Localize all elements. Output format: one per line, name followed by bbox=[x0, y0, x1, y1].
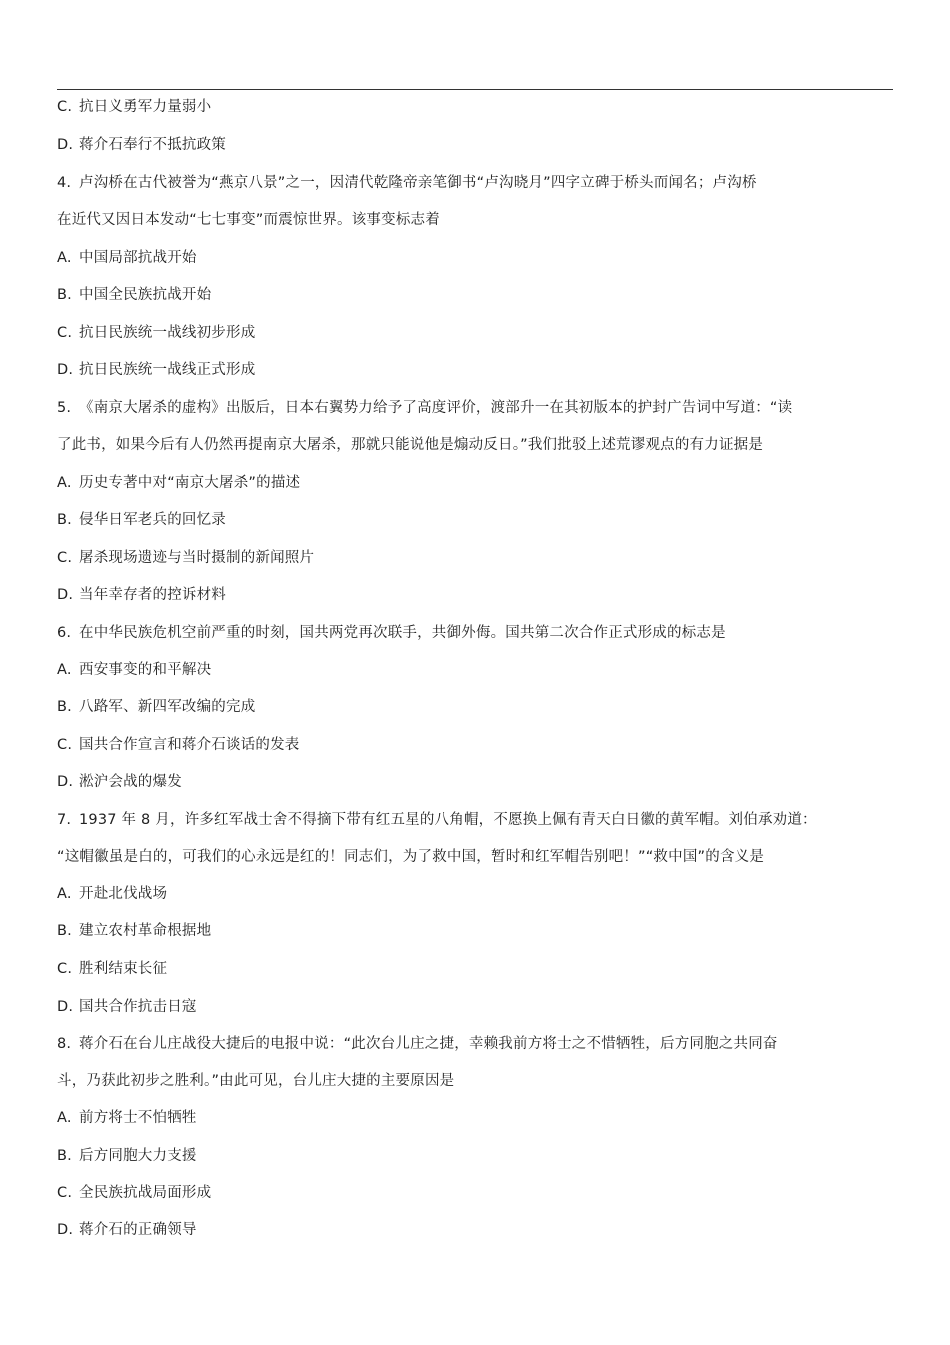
question-5-option-c bbox=[57, 548, 314, 568]
option-text: 抗日民族统一战线正式形成 bbox=[79, 362, 256, 378]
question-stem: 1937 年 8 月，许多红军战士舍不得摘下带有红五星的八角帽，不愿换上佩有青天白日徽的黄军帽。刘伯承劝道： bbox=[79, 812, 817, 828]
option-text: 蒋介石奉行不抵抗政策 bbox=[79, 137, 226, 153]
option-text: 西安事变的和平解决 bbox=[79, 662, 212, 678]
prev-option-c bbox=[57, 97, 211, 117]
option-text: 前方将士不怕牺牲 bbox=[79, 1110, 197, 1126]
option-letter: B. bbox=[57, 512, 72, 528]
option-text: 抗日民族统一战线初步形成 bbox=[79, 325, 256, 341]
option-letter: A. bbox=[57, 886, 72, 902]
question-7-stem-line2: “这帽徽虽是白的，可我们的心永远是红的！同志们，为了救中国，暂时和红军帽告别吧！”“救中国”的含义是 bbox=[57, 849, 765, 865]
question-7-stem-line1 bbox=[57, 810, 817, 830]
question-8-option-b bbox=[57, 1146, 197, 1166]
option-letter: A. bbox=[57, 250, 72, 266]
question-8-stem-line2: 斗，乃获此初步之胜利。”由此可见，台儿庄大捷的主要原因是 bbox=[57, 1073, 455, 1089]
option-letter: B. bbox=[57, 287, 72, 303]
option-text: 当年幸存者的控诉材料 bbox=[79, 587, 226, 603]
option-text: 中国局部抗战开始 bbox=[79, 250, 197, 266]
question-4-option-b bbox=[57, 285, 211, 305]
prev-option-d bbox=[57, 135, 226, 155]
question-6-option-c bbox=[57, 735, 300, 755]
question-4-stem-line1 bbox=[57, 173, 757, 193]
option-text: 屠杀现场遗迹与当时摄制的新闻照片 bbox=[79, 550, 315, 566]
question-5-option-b bbox=[57, 510, 226, 530]
header-rule bbox=[57, 89, 893, 90]
option-letter: A. bbox=[57, 475, 72, 491]
question-number: 6. bbox=[57, 625, 72, 641]
question-5-option-d bbox=[57, 585, 226, 605]
option-letter: D. bbox=[57, 774, 74, 790]
question-4-option-c bbox=[57, 323, 255, 343]
option-text: 八路军、新四军改编的完成 bbox=[79, 699, 256, 715]
option-letter: D. bbox=[57, 999, 74, 1015]
question-6-option-a bbox=[57, 660, 211, 680]
option-text: 全民族抗战局面形成 bbox=[79, 1185, 212, 1201]
option-letter: C. bbox=[57, 961, 73, 977]
option-letter: D. bbox=[57, 362, 74, 378]
option-letter: C. bbox=[57, 550, 73, 566]
question-number: 4. bbox=[57, 175, 72, 191]
option-letter: D. bbox=[57, 587, 74, 603]
option-letter: C. bbox=[57, 325, 73, 341]
option-text: 侵华日军老兵的回忆录 bbox=[79, 512, 226, 528]
option-text: 后方同胞大力支援 bbox=[79, 1148, 197, 1164]
question-number: 7. bbox=[57, 812, 72, 828]
option-letter: C. bbox=[57, 737, 73, 753]
option-letter: C. bbox=[57, 1185, 73, 1201]
question-4-option-a bbox=[57, 248, 197, 268]
option-text: 中国全民族抗战开始 bbox=[79, 287, 212, 303]
option-text: 建立农村革命根据地 bbox=[79, 923, 212, 939]
option-letter: D. bbox=[57, 1222, 74, 1238]
question-8-option-a bbox=[57, 1108, 197, 1128]
option-letter: B. bbox=[57, 923, 72, 939]
question-6-option-b bbox=[57, 697, 255, 717]
question-5-option-a bbox=[57, 473, 300, 493]
option-text: 国共合作抗击日寇 bbox=[79, 999, 197, 1015]
option-letter: A. bbox=[57, 662, 72, 678]
question-7-option-d bbox=[57, 997, 197, 1017]
option-text: 胜利结束长征 bbox=[79, 961, 168, 977]
option-text: 国共合作宣言和蒋介石谈话的发表 bbox=[79, 737, 300, 753]
question-4-stem-line2: 在近代又因日本发动“七七事变”而震惊世界。该事变标志着 bbox=[57, 212, 440, 228]
question-7-option-c bbox=[57, 959, 167, 979]
question-4-option-d bbox=[57, 360, 255, 380]
question-5-stem-line2: 了此书，如果今后有人仍然再提南京大屠杀，那就只能说他是煽动反日。”我们批驳上述荒谬观点的有力证据是 bbox=[57, 437, 764, 453]
question-7-option-b bbox=[57, 921, 211, 941]
question-8-option-c bbox=[57, 1183, 211, 1203]
question-6-stem-line1 bbox=[57, 623, 726, 643]
option-letter: B. bbox=[57, 699, 72, 715]
question-stem: 《南京大屠杀的虚构》出版后，日本右翼势力给予了高度评价，渡部升一在其初版本的护封广告词中写道：“读 bbox=[79, 400, 793, 416]
question-7-option-a bbox=[57, 884, 167, 904]
option-text: 开赴北伐战场 bbox=[79, 886, 168, 902]
question-number: 5. bbox=[57, 400, 72, 416]
question-8-option-d bbox=[57, 1220, 197, 1240]
question-5-stem-line1 bbox=[57, 398, 792, 418]
option-letter: C. bbox=[57, 99, 73, 115]
option-text: 历史专著中对“南京大屠杀”的描述 bbox=[79, 475, 301, 491]
question-number: 8. bbox=[57, 1036, 72, 1052]
question-stem: 蒋介石在台儿庄战役大捷后的电报中说：“此次台儿庄之捷，幸赖我前方将士之不惜牺牲，后方同胞之共同奋 bbox=[79, 1036, 778, 1052]
option-letter: A. bbox=[57, 1110, 72, 1126]
question-6-option-d bbox=[57, 772, 182, 792]
question-8-stem-line1 bbox=[57, 1034, 778, 1054]
option-text: 淞沪会战的爆发 bbox=[79, 774, 182, 790]
question-stem: 在中华民族危机空前严重的时刻，国共两党再次联手，共御外侮。国共第二次合作正式形成的标志是 bbox=[79, 625, 726, 641]
option-text: 蒋介石的正确领导 bbox=[79, 1222, 197, 1238]
option-letter: D. bbox=[57, 137, 74, 153]
option-text: 抗日义勇军力量弱小 bbox=[79, 99, 212, 115]
question-stem: 卢沟桥在古代被誉为“燕京八景”之一，因清代乾隆帝亲笔御书“卢沟晓月”四字立碑于桥头而闻名；卢沟桥 bbox=[79, 175, 757, 191]
option-letter: B. bbox=[57, 1148, 72, 1164]
